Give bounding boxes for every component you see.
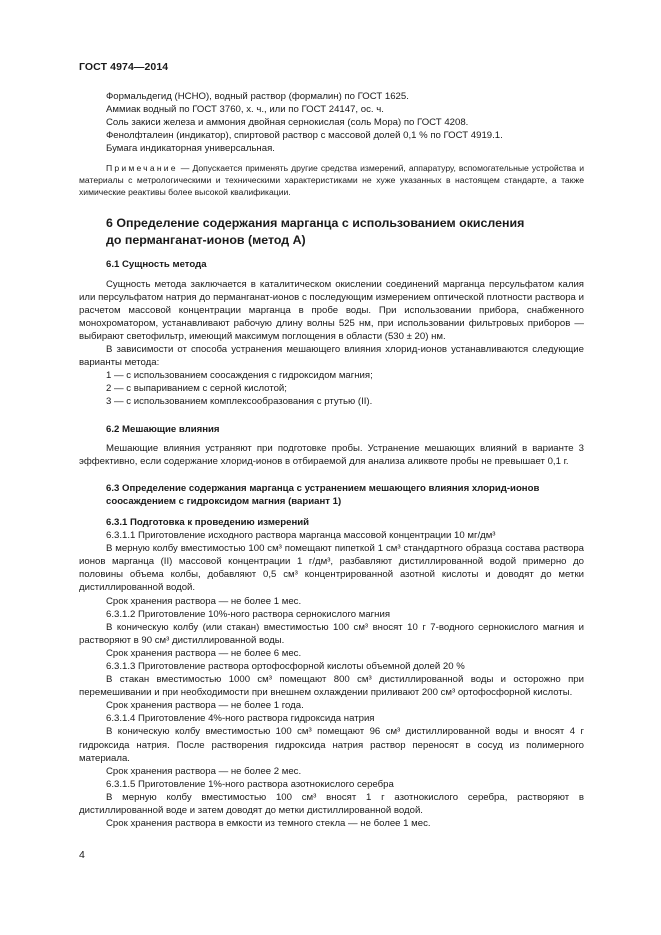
reagent-line: Формальдегид (HCHO), водный раствор (формалин) по ГОСТ 1625.: [106, 91, 409, 102]
section-6-3-1-heading: 6.3.1 Подготовка к проведению измерений: [106, 516, 310, 528]
section-6-3-heading: [106, 482, 584, 508]
subsection-title: 6.3.1.4 Приготовление 4%-ного раствора гидроксида натрия: [106, 713, 375, 725]
storage-note: Срок хранения раствора — не более 6 мес.: [106, 647, 302, 659]
storage-note: Срок хранения раствора — не более 1 мес.: [106, 595, 302, 607]
section-6-1-heading: 6.1 Сущность метода: [106, 259, 207, 271]
note-paragraph: [79, 162, 584, 198]
section-6-heading: [106, 215, 584, 248]
paragraph: В мерную колбу вместимостью 100 см³ вносят 1 г азотнокислого серебра, растворяют в дистиллированной воде и затем доводят до метки дистиллированной водой.: [79, 791, 584, 817]
subsection-title: 6.3.1.1 Приготовление исходного раствора марганца массовой концентрации 10 мг/дм³: [106, 530, 496, 542]
reagent-line: Аммиак водный по ГОСТ 3760, х. ч., или по ГОСТ 24147, ос. ч.: [106, 104, 384, 116]
variant-item: 3 — с использованием комплексообразования с ртутью (II).: [106, 396, 373, 408]
paragraph: В коническую колбу вместимостью 100 см³ помещают 96 см³ дистиллированной воды и вносят 4 г гидроксида натрия. После растворения гидроксида натрия раствор переносят в сосуд из полимерного материала.: [79, 726, 584, 764]
page-number: 4: [79, 849, 85, 861]
page-header: ГОСТ 4974—2014: [79, 61, 169, 73]
paragraph: В зависимости от способа устранения мешающего влияния хлорид-ионов устанавливаются следующие варианты метода:: [79, 344, 584, 369]
variant-item: 2 — с выпариванием с серной кислотой;: [106, 383, 287, 395]
reagent-line: Соль закиси железа и аммония двойная сернокислая (соль Мора) по ГОСТ 4208.: [106, 117, 469, 129]
paragraph: В мерную колбу вместимостью 100 см³ помещают пипеткой 1 см³ стандартного образца состава раствора ионов марганца (II) массовой концентрации 1 г/дм³, разбавляют дистиллированной водой примерно до половины объема колбы, добавляют 0,5 см³ концентрированной азотной кислоты и доводят до метки дистиллированной водой.: [79, 543, 584, 594]
reagent-line: Фенолфталеин (индикатор), спиртовой раствор с массовой долей 0,1 % по ГОСТ 4919.1.: [106, 130, 503, 142]
section-6-title-line: 6 Определение содержания марганца с использованием окисления: [106, 216, 525, 231]
section-6-3-title-line: 6.3 Определение содержания марганца с устранением мешающего влияния хлорид-ионов: [106, 482, 540, 494]
note-label: Примечание: [106, 163, 178, 174]
paragraph: В стакан вместимостью 1000 см³ помещают 800 см³ дистиллированной воды и осторожно при перемешивании и при необходимости при внешнем охлаждении приливают 200 см³ ортофосфорной кислоты.: [79, 674, 584, 699]
storage-note: Срок хранения раствора — не более 1 года.: [106, 700, 304, 712]
section-6-title-line: до перманганат-ионов (метод А): [106, 232, 306, 247]
paragraph: Мешающие влияния устраняют при подготовке пробы. Устранение мешающих влияний в варианте 3 эффективно, если содержание хлорид-ионов в отбираемой для анализа аликвоте пробы не превышает 0,1 г.: [79, 442, 584, 467]
section-6-3-title-line: соосаждением с гидроксидом магния (вариант 1): [106, 495, 342, 507]
subsection-title: 6.3.1.2 Приготовление 10%-ного раствора сернокислого магния: [106, 608, 391, 620]
subsection-title: 6.3.1.5 Приготовление 1%-ного раствора азотнокислого серебра: [106, 778, 394, 790]
section-6-2-heading: 6.2 Мешающие влияния: [106, 423, 220, 435]
variant-item: 1 — с использованием соосаждения с гидроксидом магния;: [106, 370, 373, 382]
note-text: — Допускается применять другие средства измерений, аппаратуру, вспомогательные устройства и материалы с метрологическими и техническими характеристиками не хуже указанных в настоящем стандарте, а также химические реактивы более высокой квалификации.: [79, 163, 584, 198]
paragraph: В коническую колбу (или стакан) вместимостью 100 см³ вносят 10 г 7-водного сернокислого магния и растворяют в 90 см³ дистиллированной воды.: [79, 621, 584, 646]
page-content: [79, 90, 584, 830]
reagent-line: Бумага индикаторная универсальная.: [106, 143, 275, 155]
paragraph: Сущность метода заключается в каталитическом окислении соединений марганца персульфатом калия или персульфатом натрия до перманганат-ионов с последующим измерением оптической плотности раствора и расчетом массовой концентрации марганца в пробе воды. При использовании прибора, снабженного монохроматором, устанавливают рабочую длину волны 525 нм, при использовании фильтровых приборов — выбирают светофильтр, имеющий максимум поглощения в области (530 ± 20) нм.: [79, 278, 584, 342]
subsection-title: 6.3.1.3 Приготовление раствора ортофосфорной кислоты объемной долей 20 %: [106, 661, 465, 672]
storage-note: Срок хранения раствора в емкости из темного стекла — не более 1 мес.: [106, 818, 431, 830]
storage-note: Срок хранения раствора — не более 2 мес.: [106, 765, 302, 777]
